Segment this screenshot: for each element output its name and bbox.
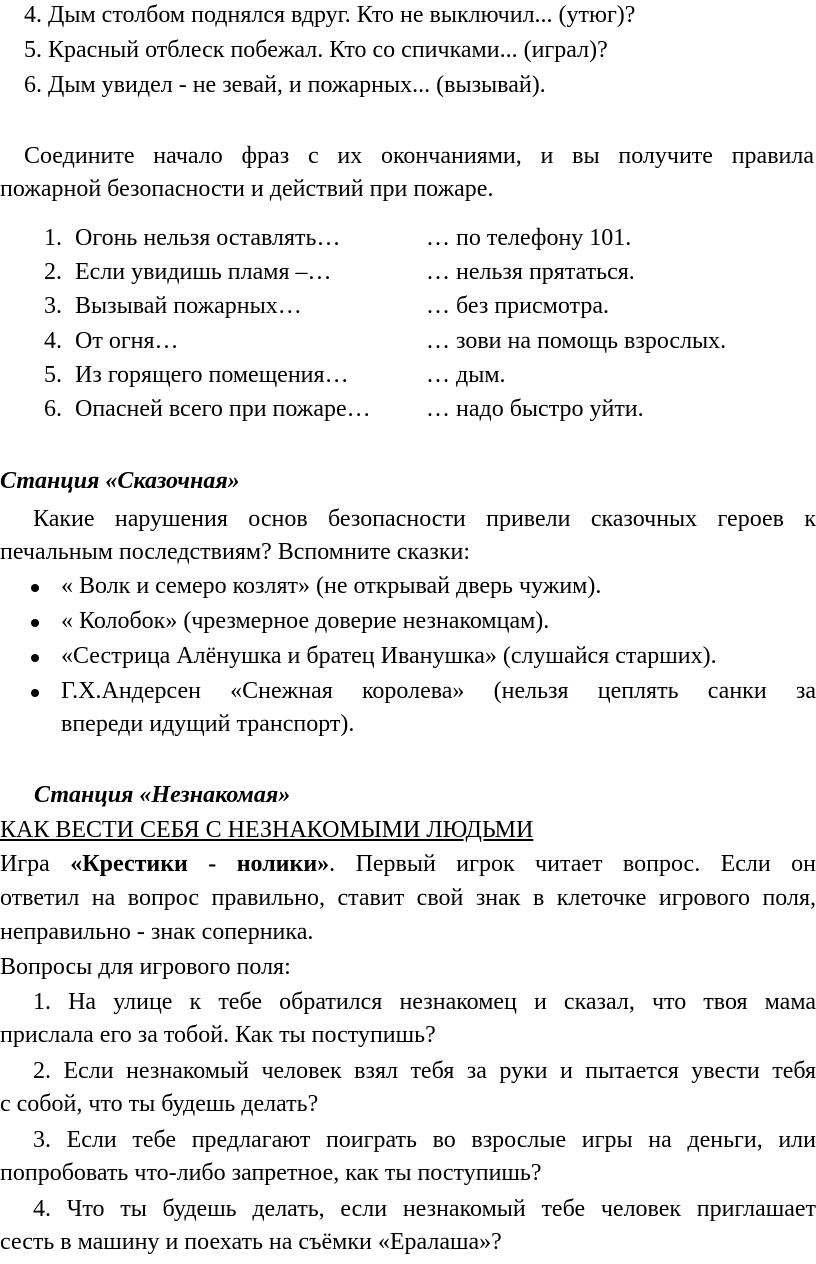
match-left: Если увидишь пламя –… <box>75 259 332 285</box>
stranger-heading: КАК ВЕСТИ СЕБЯ С НЕЗНАКОМЫМИ ЛЮДЬМИ <box>0 817 534 843</box>
question-4-line2: сесть в машину и поехать на съёмки «Ералаша»? <box>0 1229 502 1255</box>
bullet-icon <box>31 584 39 592</box>
match-row-2 <box>44 255 635 289</box>
match-row-4 <box>44 324 727 358</box>
station-fairy-title: Станция «Сказочная» <box>0 468 240 494</box>
match-left: Из горящего помещения… <box>75 362 349 388</box>
station-stranger-title: Станция «Незнакомая» <box>34 782 291 808</box>
match-row-5 <box>44 358 506 392</box>
fairy-list-item: « Волк и семеро козлят» (не открывай дверь чужим). <box>61 573 602 599</box>
connect-intro-line2: пожарной безопасности и действий при пожаре. <box>0 176 494 202</box>
fairy-list-item: «Сестрица Алёнушка и братец Иванушка» (слушайся старших). <box>61 643 717 669</box>
bullet-icon <box>31 619 39 627</box>
match-number: 6. <box>44 396 62 422</box>
game-line1-rest: . Первый игрок читает вопрос. Если он <box>329 851 816 877</box>
riddle-item-4 <box>24 0 635 32</box>
match-right: … без присмотра. <box>426 293 609 319</box>
riddle-number: 5. <box>24 37 42 63</box>
game-description-line2: ответил на вопрос правильно, ставит свой знак в клеточке игрового поля, <box>0 885 816 911</box>
fairy-intro-line2: печальным последствиям? Вспомните сказки: <box>0 539 471 565</box>
question-1-line2: прислала его за тобой. Как ты поступишь? <box>0 1022 436 1048</box>
questions-label: Вопросы для игрового поля: <box>0 954 291 980</box>
match-right: … нельзя прятаться. <box>426 259 635 285</box>
question-2-line2: с собой, что ты будешь делать? <box>0 1091 319 1117</box>
fairy-list-item-continuation: впереди идущий транспорт). <box>61 711 355 737</box>
question-3-line1: 3. Если тебе предлагают поиграть во взрослые игры на деньги, или <box>33 1127 816 1153</box>
match-number: 2. <box>44 259 62 285</box>
match-number: 5. <box>44 362 62 388</box>
match-number: 3. <box>44 293 62 319</box>
game-name: «Крестики - нолики» <box>70 851 330 877</box>
match-number: 4. <box>44 328 62 354</box>
riddle-number: 4. <box>24 2 42 28</box>
game-prefix: Игра <box>0 851 71 877</box>
match-right: … надо быстро уйти. <box>426 396 644 422</box>
match-row-3 <box>44 289 609 323</box>
fairy-list-item: Г.Х.Андерсен «Снежная королева» (нельзя цеплять санки за <box>61 678 816 704</box>
match-left: Опасней всего при пожаре… <box>75 396 371 422</box>
riddle-text: Дым увидел - не зевай, и пожарных... (вызывай). <box>48 72 546 98</box>
match-left: От огня… <box>75 328 179 354</box>
riddle-item-5 <box>24 33 608 67</box>
match-row-6 <box>44 392 644 426</box>
fairy-list-item: « Колобок» (чрезмерное доверие незнакомцам). <box>61 608 550 634</box>
riddle-number: 6. <box>24 72 42 98</box>
question-1-line1: 1. На улице к тебе обратился незнакомец и сказал, что твоя мама <box>33 989 816 1015</box>
bullet-icon <box>31 654 39 662</box>
connect-intro-line1: Соедините начало фраз с их окончаниями, и вы получите правила <box>24 143 814 169</box>
question-4-line1: 4. Что ты будешь делать, если незнакомый тебе человек приглашает <box>33 1196 816 1222</box>
match-right: … зови на помощь взрослых. <box>426 328 727 354</box>
match-row-1 <box>44 221 632 255</box>
game-description-line3: неправильно - знак соперника. <box>0 919 314 945</box>
match-right: … дым. <box>426 362 506 388</box>
question-2-line1: 2. Если незнакомый человек взял тебя за руки и пытается увести тебя <box>33 1058 816 1084</box>
question-3-line2: попробовать что-либо запретное, как ты поступишь? <box>0 1160 542 1186</box>
bullet-icon <box>31 689 39 697</box>
fairy-intro-line1: Какие нарушения основ безопасности привели сказочных героев к <box>33 506 816 532</box>
match-left: Вызывай пожарных… <box>75 293 302 319</box>
game-description-line1 <box>0 847 816 881</box>
riddle-text: Красный отблеск побежал. Кто со спичками... (играл)? <box>48 37 608 63</box>
match-right: … по телефону 101. <box>426 225 632 251</box>
riddle-item-6 <box>24 68 546 102</box>
match-number: 1. <box>44 225 62 251</box>
riddle-text: Дым столбом поднялся вдруг. Кто не выключил... (утюг)? <box>48 2 636 28</box>
match-left: Огонь нельзя оставлять… <box>75 225 341 251</box>
